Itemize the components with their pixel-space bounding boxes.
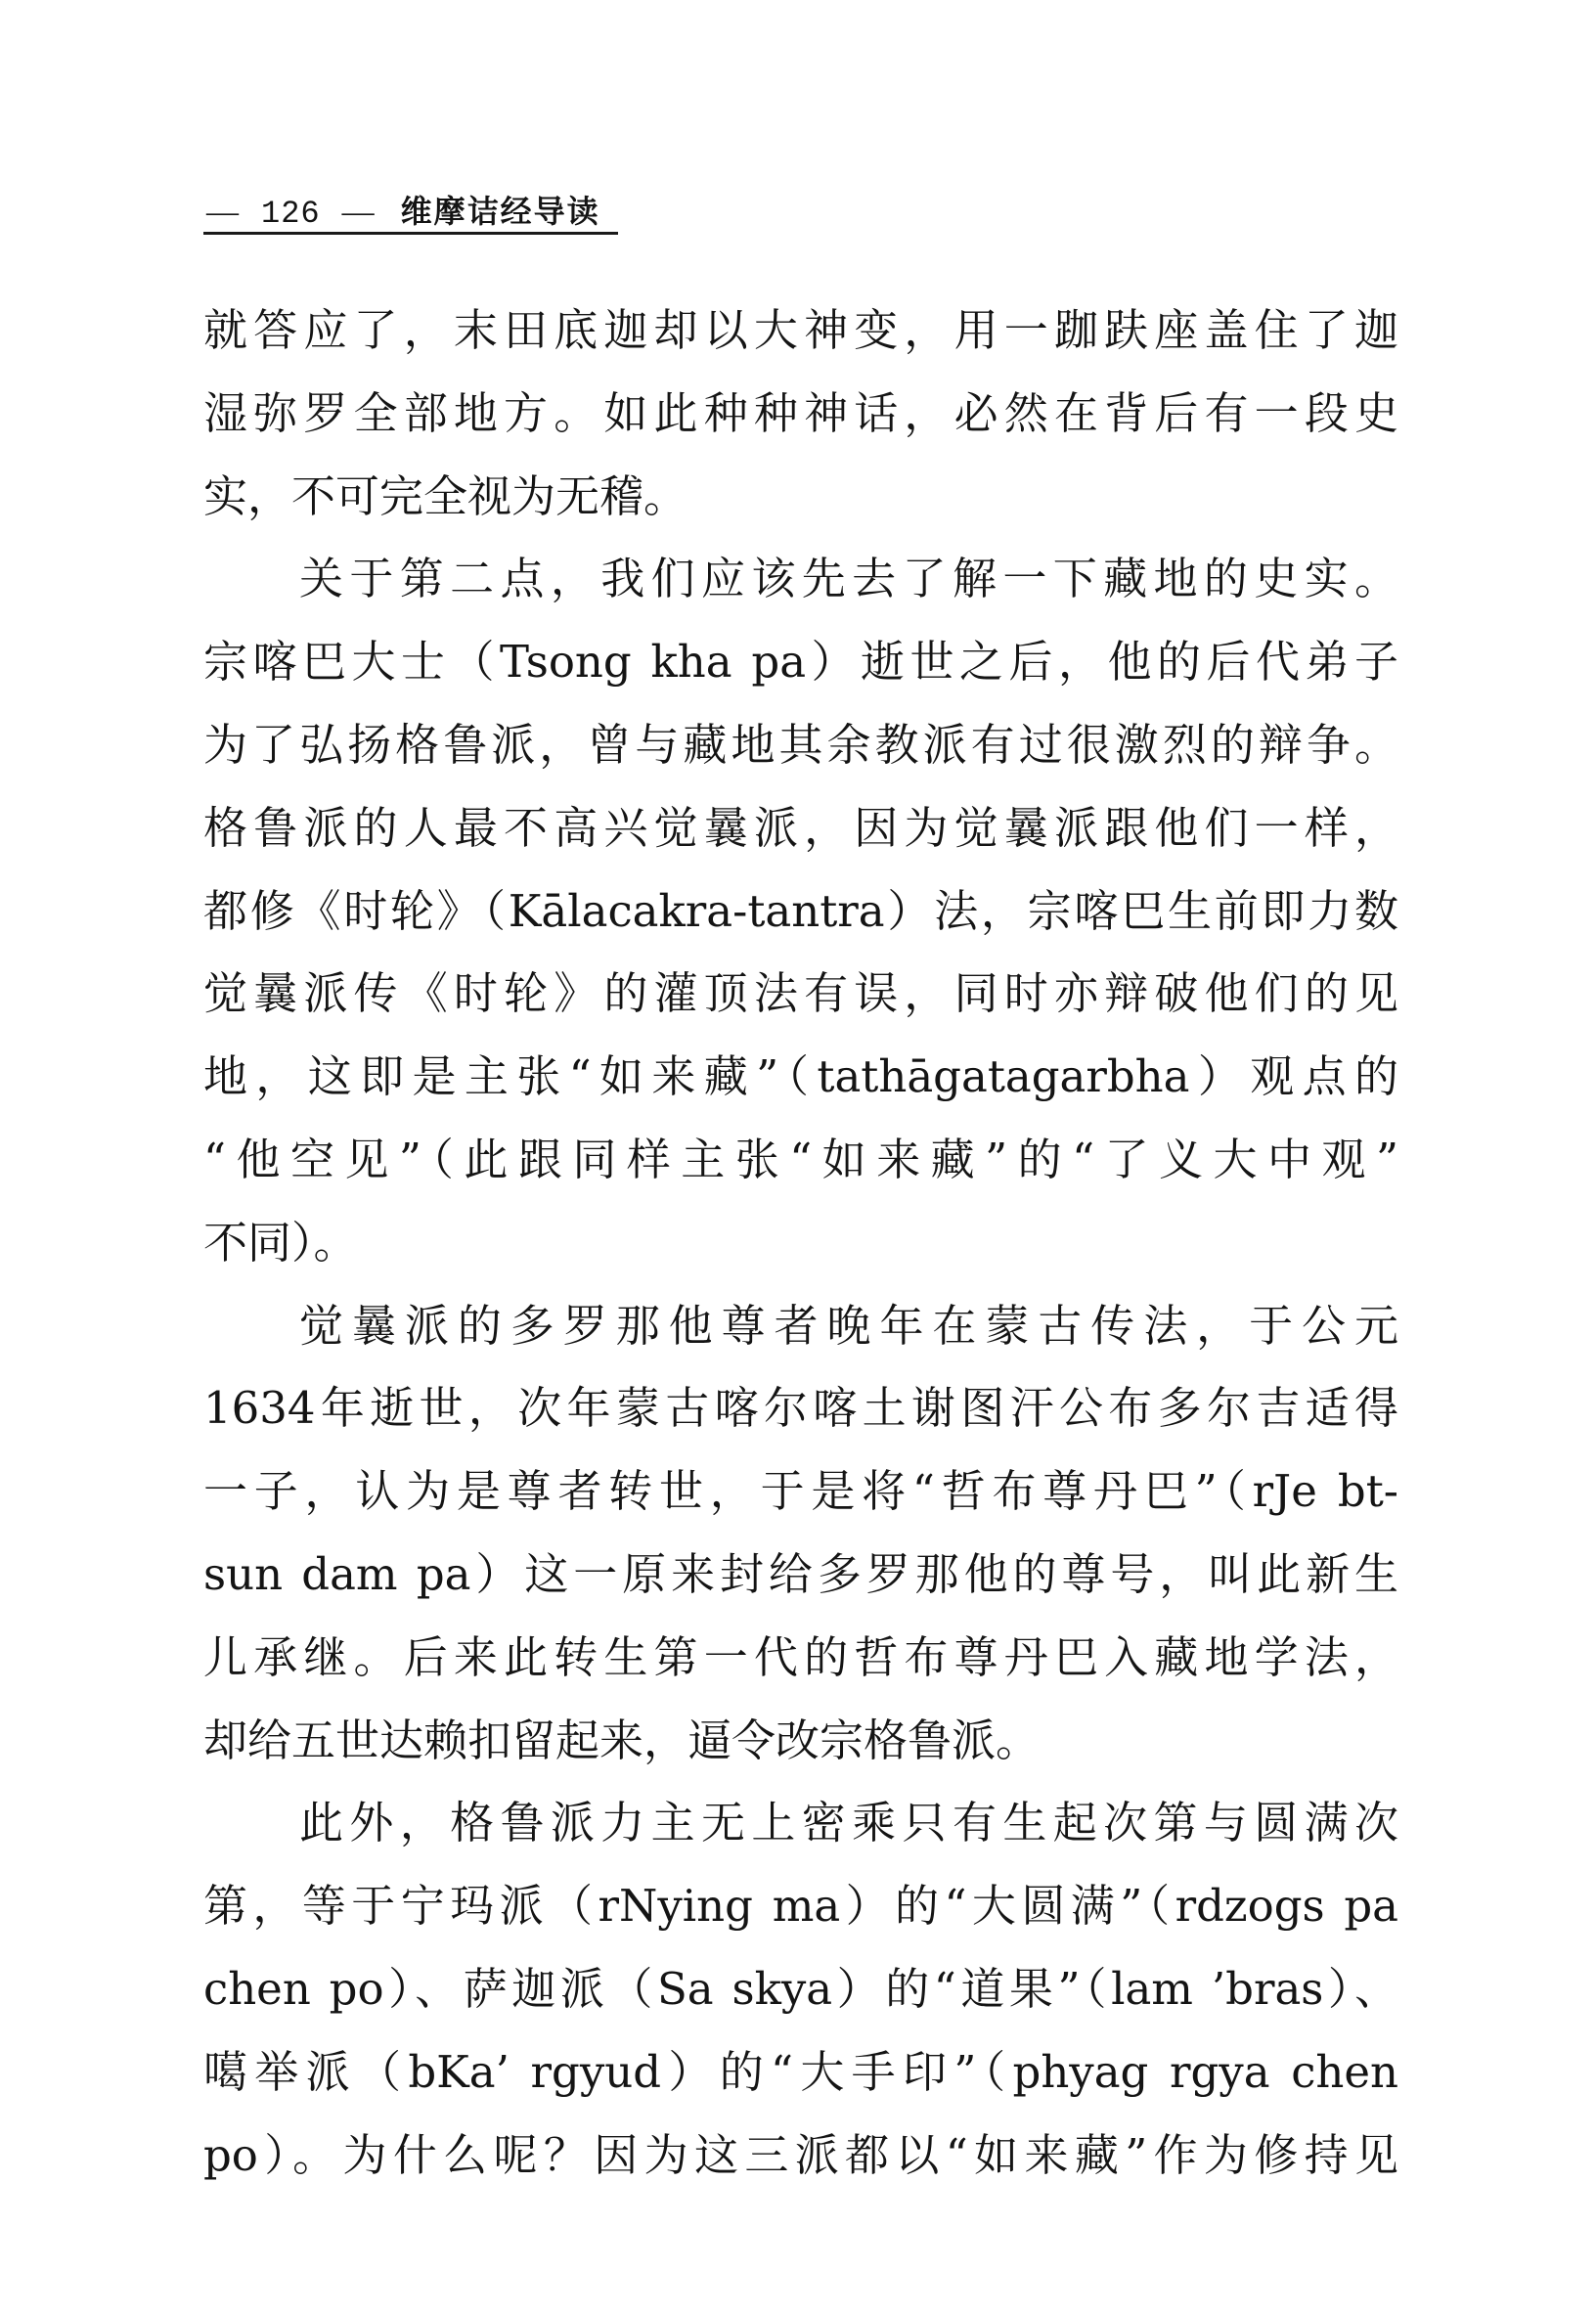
page-number: 126 bbox=[261, 196, 321, 232]
text-line: 却给五世达赖扣留起来，逼令改宗格鲁派。 bbox=[203, 1714, 1041, 1766]
text-line: sun dam pa）这一原来封给多罗那他的尊号，叫此新生 bbox=[203, 1547, 1398, 1600]
text-line: 就答应了，末田底迦却以大神变，用一跏趺座盖住了迦 bbox=[203, 304, 1398, 356]
text-line: 实，不可完全视为无稽。 bbox=[203, 469, 688, 522]
book-title: 维摩诘经导读 bbox=[400, 193, 600, 230]
text-line: 都修《时轮》（Kālacakra-tantra）法，宗喀巴生前即力数 bbox=[203, 884, 1398, 937]
text-line: 觉曩派的多罗那他尊者晚年在蒙古传法，于公元 bbox=[299, 1299, 1398, 1352]
text-line: 觉曩派传《时轮》的灌顶法有误，同时亦辩破他们的见 bbox=[203, 967, 1398, 1020]
text-line: 儿承继。后来此转生第一代的哲布尊丹巴入藏地学法， bbox=[203, 1630, 1398, 1683]
header-rule bbox=[203, 232, 618, 235]
header-dash-left: — bbox=[206, 195, 240, 230]
text-line: 一子，认为是尊者转世，于是将“哲布尊丹巴”（rJe bt- bbox=[203, 1465, 1398, 1518]
text-line: 噶举派（bKa’ rgyud）的“大手印”（phyag rgya chen bbox=[203, 2045, 1398, 2098]
text-line: 湿弥罗全部地方。如此种种神话，必然在背后有一段史 bbox=[203, 386, 1398, 439]
body-text bbox=[203, 290, 1398, 2197]
text-line: 关于第二点，我们应该先去了解一下藏地的史实。 bbox=[299, 553, 1398, 605]
text-line: 此外，格鲁派力主无上密乘只有生起次第与圆满次 bbox=[299, 1797, 1398, 1849]
header-dash-right: — bbox=[341, 195, 376, 230]
text-line: 第，等于宁玛派（rNying ma）的“大圆满”（rdzogs pa bbox=[203, 1880, 1398, 1933]
text-line: 为了弘扬格鲁派，曾与藏地其余教派有过很激烈的辩争。 bbox=[203, 718, 1398, 771]
text-line: 不同）。 bbox=[203, 1216, 358, 1269]
text-line: “他空见”（此跟同样主张“如来藏”的“了义大中观” bbox=[203, 1133, 1398, 1185]
text-line: chen po）、萨迦派（Sa skya）的“道果”（lam ’bras）、 bbox=[203, 1962, 1398, 2015]
text-line: 地，这即是主张“如来藏”（tathāgatagarbha）观点的 bbox=[203, 1050, 1398, 1103]
text-line: 1634年逝世，次年蒙古喀尔喀土谢图汗公布多尔吉适得 bbox=[203, 1382, 1398, 1435]
text-line: po）。为什么呢？因为这三派都以“如来藏”作为修持见 bbox=[203, 2128, 1398, 2181]
text-line: 宗喀巴大士（Tsong kha pa）逝世之后，他的后代弟子 bbox=[203, 636, 1398, 689]
text-line: 格鲁派的人最不高兴觉曩派，因为觉曩派跟他们一样， bbox=[203, 801, 1398, 854]
